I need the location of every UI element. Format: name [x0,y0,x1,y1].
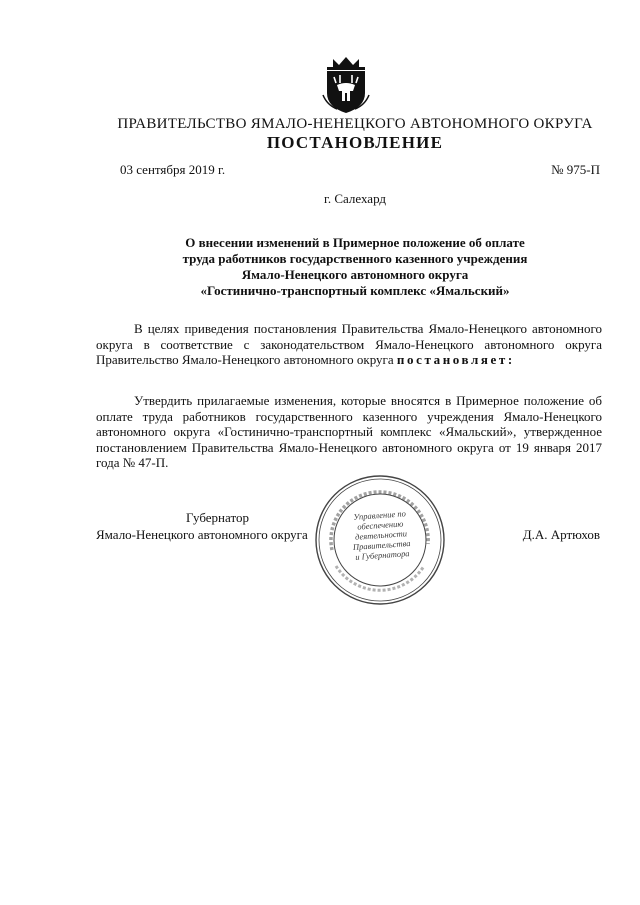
document-title [110,235,600,299]
resolution-text: Утвердить прилагаемые изменения, которые вносятся в Примерное положение об оплате труда работников государственного казенного учреждения Ямало-Ненецкого автономного округа «Гостинично-транспортный комплекс «Ямальский», утвержденное постановлением Правительства Ямало-Ненецкого автономного округа от 19 января 2017 года № 47-П. [96,393,602,470]
signatory-name: Д.А. Артюхов [522,527,600,542]
decree-word: постановляет: [396,352,515,367]
organization-name: ПРАВИТЕЛЬСТВО ЯМАЛО-НЕНЕЦКОГО АВТОНОМНОГО ОКРУГА [117,116,593,132]
document-city: г. Салехард [323,191,387,206]
title-line: О внесении изменений в Примерное положение об оплате [185,235,525,250]
title-line: труда работников государственного казенного учреждения [182,251,528,266]
stamp-center-text: Управление по обеспечению деятельности Правительства и Губернатора [352,508,411,562]
title-line: Ямало-Ненецкого автономного округа [241,267,469,282]
title-line: «Гостинично-транспортный комплекс «Ямальский» [200,283,510,298]
preamble-text: В целях приведения постановления Правительства Ямало-Ненецкого автономного округа в соответствие с законодательством Ямало-Ненецкого автономного округа Правительство Ямало-Ненецкого автономного округа [96,321,602,367]
resolution-paragraph [96,393,602,471]
document-date: 03 сентября 2019 г. [120,162,226,177]
coat-of-arms-icon [321,55,371,115]
signatory-region: Ямало-Ненецкого автономного округа [96,527,308,542]
signatory-position: Губернатор [186,510,249,525]
document-number: № 975-П [551,162,600,177]
preamble-paragraph [96,321,602,368]
document-type: ПОСТАНОВЛЕНИЕ [266,133,444,152]
